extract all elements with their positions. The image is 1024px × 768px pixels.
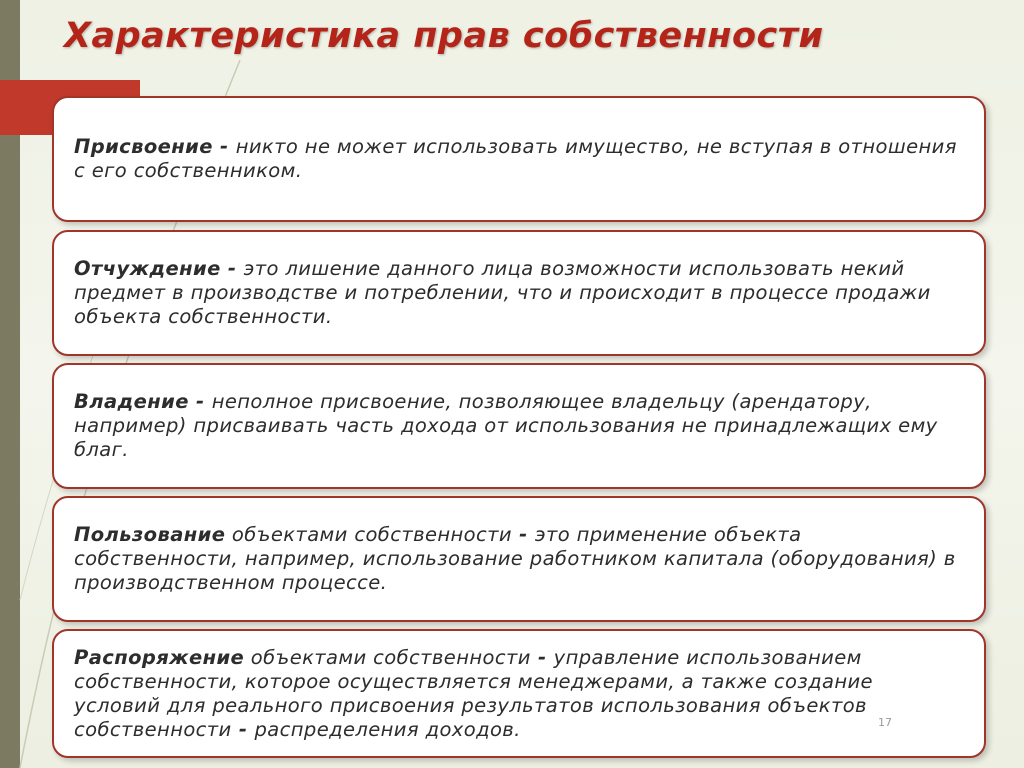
term-definition-second: распределения доходов. — [254, 717, 521, 741]
card-polzovanie — [52, 496, 986, 622]
card-text — [74, 135, 964, 183]
term-label: Отчуждение — [74, 257, 221, 280]
term-label: Владение — [74, 390, 189, 413]
card-otchuzhdenie — [52, 230, 986, 356]
term-label: Присвоение — [74, 135, 213, 158]
term-dash-second: - — [231, 717, 255, 741]
card-text — [74, 257, 964, 329]
card-text — [74, 523, 964, 595]
term-label: Распоряжение — [74, 645, 245, 669]
term-definition: неполное присвоение, позволяющее владельцу (арендатору, например) присваивать часть дохода от использования не принадлежащих ему благ. — [74, 390, 938, 461]
term-label: Пользование — [74, 523, 226, 546]
term-object: объектами собственности — [225, 523, 512, 546]
term-dash: - — [511, 523, 535, 546]
term-dash: - — [220, 257, 244, 280]
card-text — [74, 390, 964, 462]
page-number: 17 — [878, 716, 892, 729]
term-dash: - — [530, 645, 554, 669]
card-prisvoenie — [52, 96, 986, 222]
term-dash: - — [212, 135, 236, 158]
card-text — [74, 646, 964, 742]
term-object: объектами собственности — [244, 645, 531, 669]
term-definition: это лишение данного лица возможности использовать некий предмет в производстве и потреблении, что и происходит в процессе продажи объекта собственности. — [74, 257, 931, 328]
term-dash: - — [188, 390, 212, 413]
card-rasporyazhenie — [52, 629, 986, 758]
term-definition: это применение объекта собственности, например, использование работником капитала (оборудования) в производственном процессе. — [74, 523, 956, 594]
term-definition: управление использованием собственности, которое осуществляется менеджерами, а также создание условий для реального присвоения результатов использования объектов собственности — [74, 645, 873, 741]
card-vladenie — [52, 363, 986, 489]
term-definition: никто не может использовать имущество, не вступая в отношения с его собственником. — [74, 135, 957, 182]
page-title: Характеристика прав собственности — [64, 16, 824, 56]
